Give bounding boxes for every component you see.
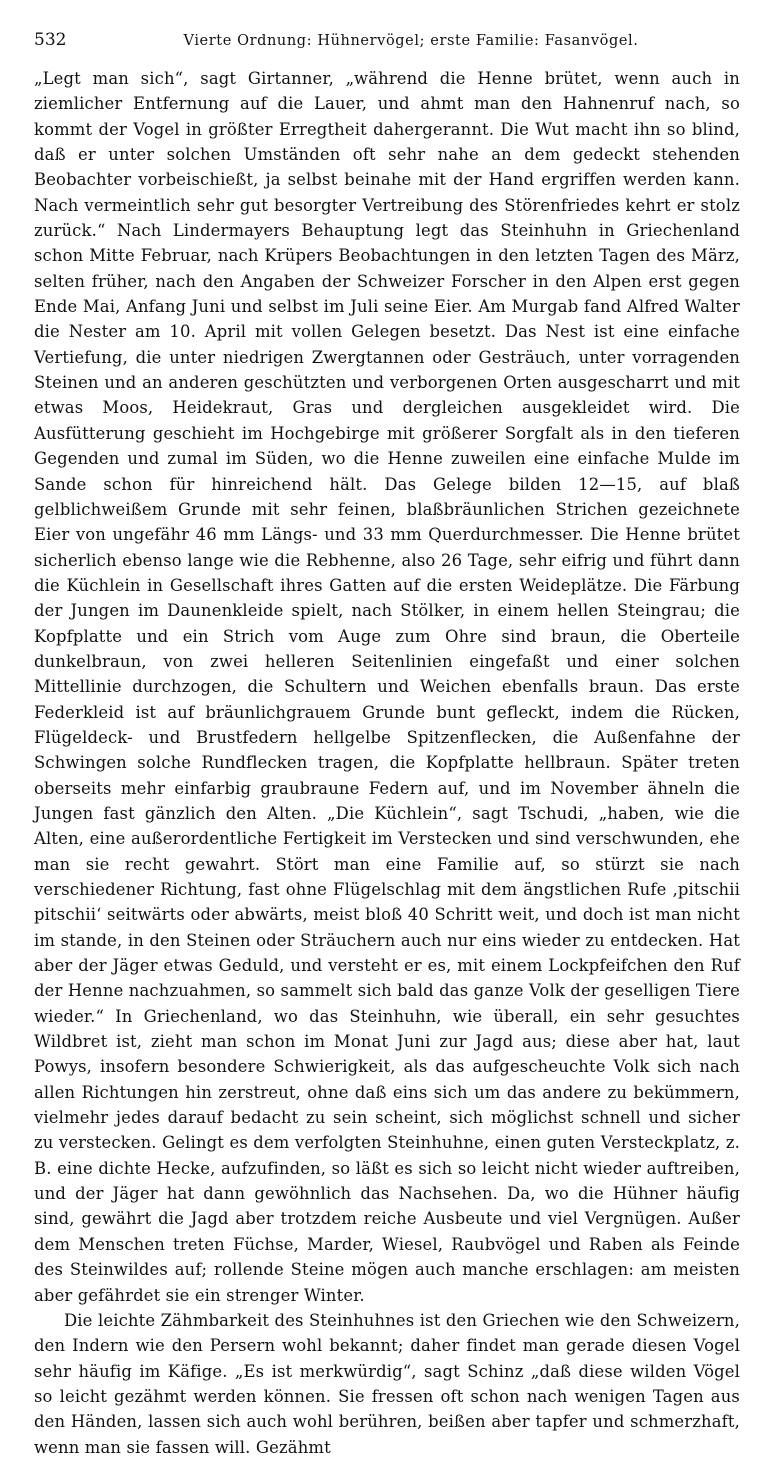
paragraph-steinhuhn-brut: „Legt man sich“, sagt Girtanner, „während die Henne brütet, wenn auch in ziemlicher Entfernung auf die Lauer, und ahmt man den Hahnenruf nach, so kommt der Vogel in größter Erregtheit dahergerannt. Die Wut macht ihn so blind, daß er unter solchen Umständen oft sehr nahe an dem gedeckt stehenden Beobachter vorbeischießt, ja selbst beinahe mit der Hand ergriffen werden kann. Nach vermeintlich sehr gut besorgter Vertreibung des Störenfriedes kehrt er stolz zurück.“ Nach Lindermayers Behauptung legt das Steinhuhn in Griechenland schon Mitte Februar, nach Krüpers Beobachtungen in den letzten Tagen des März, selten früher, nach den Angaben der Schweizer Forscher in den Alpen erst gegen Ende Mai, Anfang Juni und selbst im Juli seine Eier. Am Murgab fand Alfred Walter die Nester am 10. April mit vollen Gelegen besetzt. Das Nest ist eine einfache Vertiefung, die unter niedrigen Zwergtannen oder Gesträuch, unter vorragenden Steinen und an anderen geschützten und verborgenen Orten ausgescharrt und mit etwas Moos, Heidekraut, Gras und dergleichen ausgekleidet wird. Die Ausfütterung geschieht im Hochgebirge mit größerer Sorgfalt als in den tieferen Gegenden und zumal im Süden, wo die Henne zuweilen eine einfache Mulde im Sande schon für hinreichend hält. Das Gelege bilden 12—15, auf blaß gelblichweißem Grunde mit sehr feinen, blaßbräunlichen Strichen gezeichnete Eier von ungefähr 46 mm Längs- und 33 mm Querdurchmesser. Die Henne brütet sicherlich ebenso lange wie die Rebhenne, also 26 Tage, sehr eifrig und führt dann die Küchlein in Gesellschaft ihres Gatten auf die ersten Weideplätze. Die Färbung der Jungen im Daunenkleide spielt, nach Stölker, in einem hellen Steingrau; die Kopfplatte und ein Strich vom Auge zum Ohre sind braun, die Oberteile dunkelbraun, von zwei helleren Seitenlinien eingefaßt und einer solchen Mittellinie durchzogen, die Schultern und Weichen ebenfalls braun. Das erste Federkleid ist auf bräunlichgrauem Grunde bunt gefleckt, indem die Rücken, Flügeldeck- und Brustfedern hellgelbe Spitzenflecken, die Außenfahne der Schwingen solche Rundflecken tragen, die Kopfplatte hellbraun. Später treten oberseits mehr einfarbig graubraune Federn auf, und im November ähneln die Jungen fast gänzlich den Alten. „Die Küchlein“, sagt Tschudi, „haben, wie die Alten, eine außerordentliche Fertigkeit im Verstecken und sind verschwunden, ehe man sie recht gewahrt. Stört man eine Familie auf, so stürzt sie nach verschiedener Richtung, fast ohne Flügelschlag mit dem ängstlichen Rufe ‚pitschii pitschii‘ seitwärts oder abwärts, meist bloß 40 Schritt weit, und doch ist man nicht im stande, in den Steinen oder Sträuchern auch nur eins wieder zu entdecken. Hat aber der Jäger etwas Geduld, und versteht er es, mit einem Lockpfeifchen den Ruf der Henne nachzuahmen, so sammelt sich bald das ganze Volk der geselligen Tiere wieder.“ In Griechenland, wo das Steinhuhn, wie überall, ein sehr gesuchtes Wildbret ist, zieht man schon im Monat Juni zur Jagd aus; diese aber hat, laut Powys, insofern besondere Schwierigkeit, als das aufgescheuchte Volk sich nach allen Richtungen hin zerstreut, ohne daß eins sich um das andere zu bekümmern, vielmehr jedes darauf bedacht zu sein scheint, sich möglichst schnell und sicher zu verstecken. Gelingt es dem verfolgten Steinhuhne, einen guten Versteckplatz, z. B. eine dichte Hecke, aufzufinden, so läßt es sich so leicht nicht wieder auftreiben, und der Jäger hat dann gewöhnlich das Nachsehen. Da, wo die Hühner häufig sind, gewährt die Jagd aber trotzdem reiche Ausbeute und viel Vergnügen. Außer dem Menschen treten Füchse, Marder, Wiesel, Raubvögel und Raben als Feinde des Steinwildes auf; rollende Steine mögen auch manche erschlagen: am meisten aber gefährdet sie ein strenger Winter. [34, 69, 740, 1305]
body-text [34, 66, 740, 1460]
page-header [34, 30, 740, 58]
running-title: Vierte Ordnung: Hühnervögel; erste Familie: Fasanvögel. [183, 33, 639, 49]
page-number: 532 [34, 30, 67, 50]
paragraph-zaehmbarkeit: Die leichte Zähmbarkeit des Steinhuhnes ist den Griechen wie den Schweizern, den Indern wie den Persern wohl bekannt; daher findet man gerade diesen Vogel sehr häufig im Käfige. „Es ist merkwürdig“, sagt Schinz „daß diese wilden Vögel so leicht gezähmt werden können. Sie fressen oft schon nach wenigen Tagen aus den Händen, lassen sich auch wohl berühren, beißen aber tapfer und schmerzhaft, wenn man sie fassen will. Gezähmt [34, 1310, 740, 1457]
